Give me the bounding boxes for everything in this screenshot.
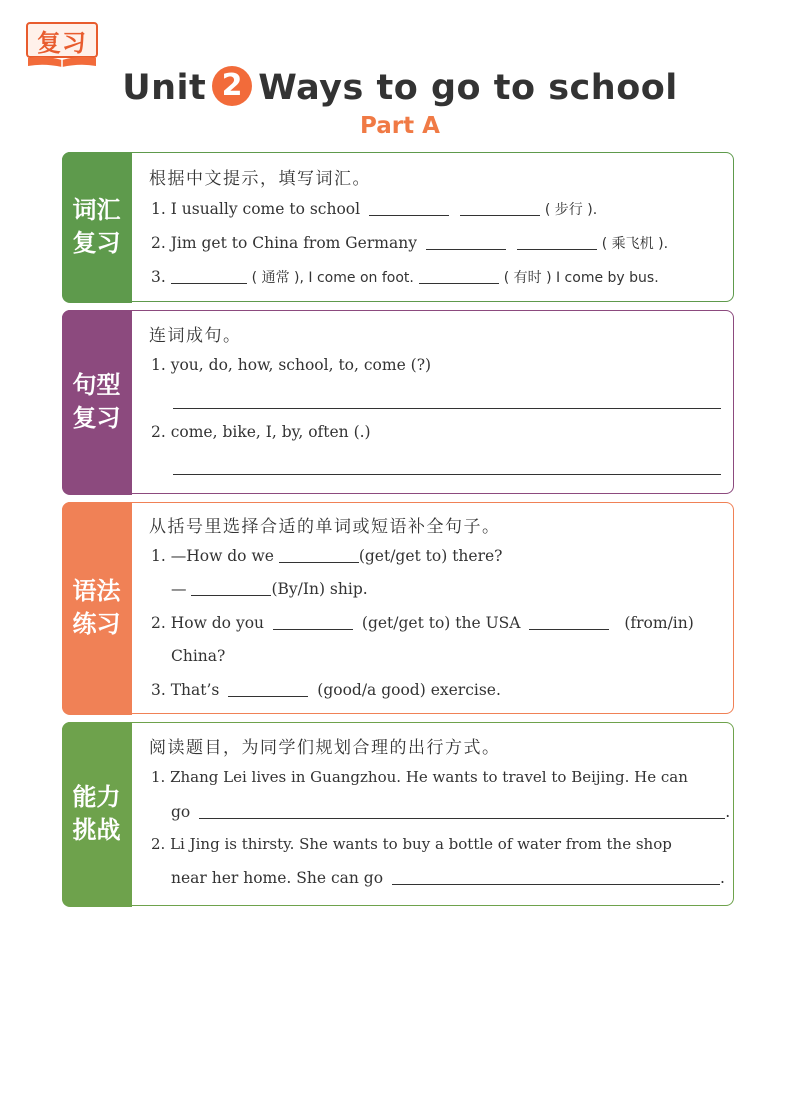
- title-prefix: Unit: [122, 68, 207, 108]
- vocab-question-3: 3. ( 通常 ), I come on foot. ( 有时 ) I come by bus.: [151, 268, 659, 286]
- answer-blank[interactable]: [199, 817, 725, 819]
- grammar-section: [62, 502, 734, 714]
- answer-blank[interactable]: [460, 214, 540, 216]
- answer-blank[interactable]: [419, 282, 499, 284]
- ability-tab-line2: 挑战: [72, 816, 121, 844]
- ability-question-1-cont: go .: [171, 803, 731, 821]
- sentence-section: [62, 310, 734, 494]
- sentence-tab: [62, 310, 132, 495]
- answer-blank[interactable]: [171, 282, 247, 284]
- vocab-section: [62, 152, 734, 302]
- unit-number-badge: 2: [212, 66, 252, 106]
- grammar-tab-line2: 练习: [72, 610, 121, 638]
- ability-tab-line1: 能力: [72, 783, 121, 811]
- ability-tab: [62, 722, 132, 907]
- answer-blank[interactable]: [273, 628, 353, 630]
- ability-instruction: 阅读题目，为同学们规划合理的出行方式。: [149, 738, 501, 758]
- grammar-tab-line1: 语法: [72, 577, 121, 605]
- grammar-question-2: 2. How do you (get/get to) the USA (from/in): [151, 614, 694, 632]
- title-suffix: Ways to go to school: [258, 68, 678, 108]
- sentence-instruction: 连词成句。: [149, 326, 242, 346]
- sentence-question-1: 1. you, do, how, school, to, come (?): [151, 356, 432, 374]
- vocab-question-1: 1. I usually come to school ( 步行 ).: [151, 200, 598, 218]
- answer-blank[interactable]: [191, 594, 271, 596]
- grammar-question-3: 3. That’s (good/a good) exercise.: [151, 681, 501, 699]
- grammar-question-1a: 1. —How do we (get/get to) there?: [151, 547, 503, 565]
- answer-blank[interactable]: [392, 883, 720, 885]
- answer-blank[interactable]: [529, 628, 609, 630]
- answer-line[interactable]: [173, 474, 721, 475]
- answer-blank[interactable]: [369, 214, 449, 216]
- vocab-tab: [62, 152, 132, 303]
- grammar-question-2-cont: China?: [171, 647, 226, 665]
- review-badge: [26, 22, 98, 68]
- ability-question-1: 1. Zhang Lei lives in Guangzhou. He wants to travel to Beijing. He can: [151, 768, 688, 786]
- sentence-question-2: 2. come, bike, I, by, often (.): [151, 423, 371, 441]
- vocab-tab-line2: 复习: [72, 229, 121, 257]
- grammar-tab: [62, 502, 132, 715]
- answer-blank[interactable]: [517, 248, 597, 250]
- ability-section: [62, 722, 734, 906]
- grammar-question-1b: — (By/In) ship.: [171, 580, 368, 598]
- grammar-instruction: 从括号里选择合适的单词或短语补全句子。: [149, 517, 501, 537]
- ability-question-2: 2. Li Jing is thirsty. She wants to buy a bottle of water from the shop: [151, 835, 672, 853]
- vocab-tab-line1: 词汇: [72, 196, 121, 224]
- answer-blank[interactable]: [426, 248, 506, 250]
- review-badge-label: 复习: [37, 28, 87, 57]
- answer-blank[interactable]: [228, 695, 308, 697]
- answer-line[interactable]: [173, 408, 721, 409]
- sentence-tab-line1: 句型: [72, 371, 121, 399]
- answer-blank[interactable]: [279, 561, 359, 563]
- vocab-question-2: 2. Jim get to China from Germany ( 乘飞机 ).: [151, 234, 669, 252]
- vocab-instruction: 根据中文提示，填写词汇。: [149, 169, 371, 189]
- page-subtitle: Part A: [360, 113, 440, 139]
- ability-question-2-cont: near her home. She can go .: [171, 869, 725, 887]
- page-title: [0, 66, 800, 108]
- sentence-tab-line2: 复习: [72, 404, 121, 432]
